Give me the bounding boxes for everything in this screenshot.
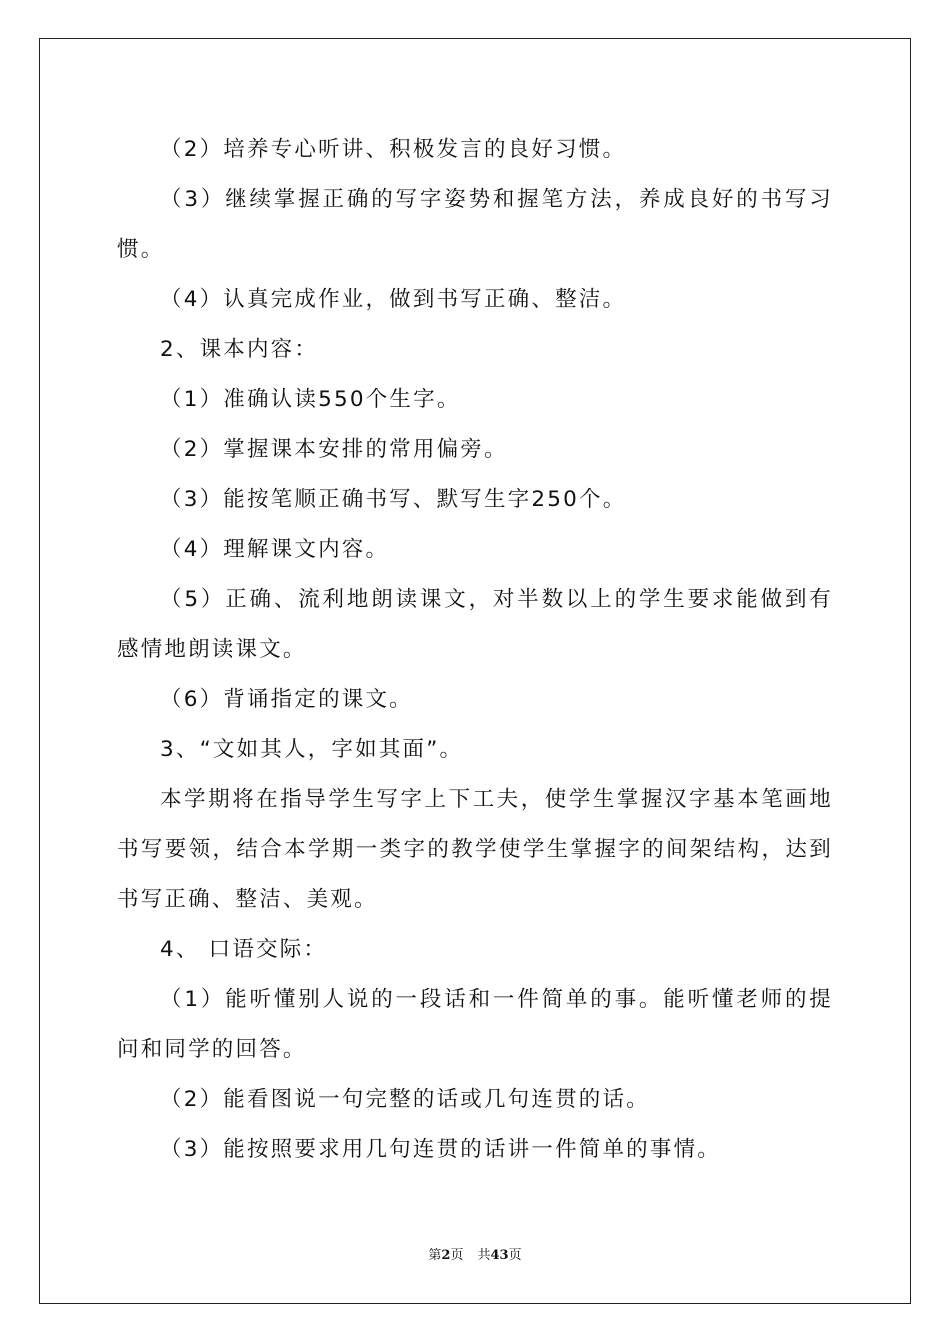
paragraph: 本学期将在指导学生写字上下工夫，使学生掌握汉字基本笔画地书写要领，结合本学期一类字的教学使学生掌握字的间架结构，达到书写正确、整洁、美观。 — [117, 787, 833, 912]
paragraph: （6）背诵指定的课文。 — [160, 687, 413, 712]
paragraph: （1）准确认读550个生字。 — [160, 387, 461, 412]
paragraph: （1）能听懂别人说的一段话和一件简单的事。能听懂老师的提问和同学的回答。 — [117, 987, 833, 1062]
document-body — [117, 125, 833, 1175]
paragraph: （2）能看图说一句完整的话或几句连贯的话。 — [160, 1087, 650, 1112]
paragraph: （4）理解课文内容。 — [160, 537, 390, 562]
page-number: 2 — [441, 1248, 451, 1263]
paragraph: （5）正确、流利地朗读课文，对半数以上的学生要求能做到有感情地朗读课文。 — [117, 587, 833, 662]
total-suffix: 页 — [508, 1248, 522, 1263]
section-heading: 3、“文如其人，字如其面”。 — [160, 737, 464, 762]
paragraph: （3）能按照要求用几句连贯的话讲一件简单的事情。 — [160, 1137, 721, 1162]
page-prefix: 第 — [428, 1248, 442, 1263]
page-suffix: 页 — [450, 1248, 464, 1263]
paragraph: （3）能按笔顺正确书写、默写生字250个。 — [160, 487, 627, 512]
page-footer — [0, 1247, 950, 1265]
paragraph: （2）培养专心听讲、积极发言的良好习惯。 — [160, 137, 627, 162]
paragraph: （3）继续掌握正确的写字姿势和握笔方法，养成良好的书写习惯。 — [117, 187, 833, 262]
total-prefix: 共 — [477, 1248, 491, 1263]
section-heading: 4、 口语交际： — [160, 937, 328, 962]
paragraph: （4）认真完成作业，做到书写正确、整洁。 — [160, 287, 627, 312]
paragraph: （2）掌握课本安排的常用偏旁。 — [160, 437, 508, 462]
total-pages: 43 — [490, 1248, 509, 1263]
section-heading: 2、课本内容： — [160, 337, 319, 362]
